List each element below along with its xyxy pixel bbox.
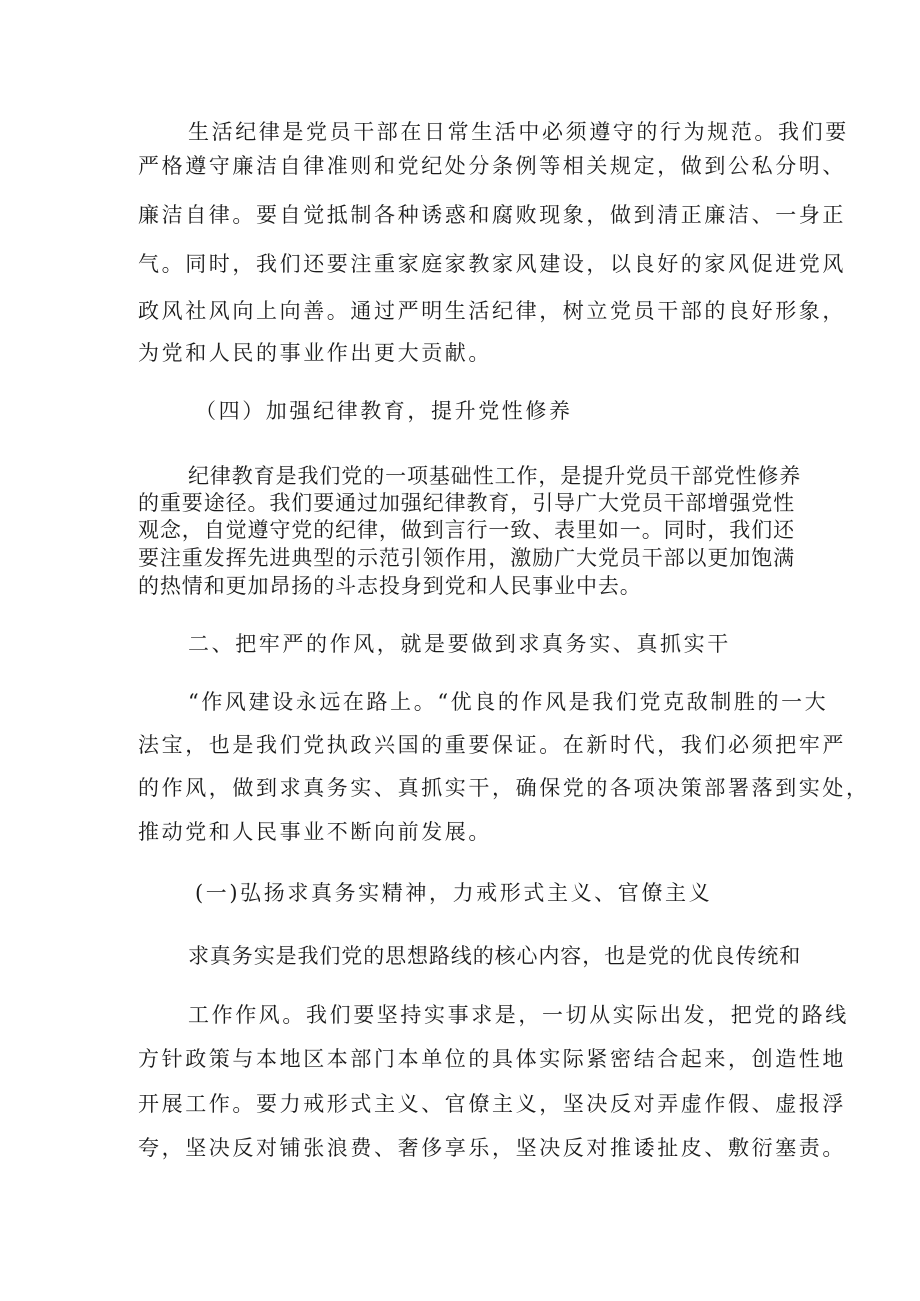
text-line: 推动党和人民事业不断向前发展。 xyxy=(138,820,492,844)
text-line: 政风社风向上向善。通过严明生活纪律，树立党员干部的良好形象， xyxy=(138,299,846,323)
heading-discipline-education: （四）加强纪律教育，提升党性修养 xyxy=(195,399,573,423)
text-line: 廉洁自律。要自觉抵制各种诱惑和腐败现象，做到清正廉洁、一身正 xyxy=(138,203,846,227)
text-line: 纪律教育是我们党的一项基础性工作，是提升党员干部党性修养 xyxy=(188,464,802,488)
text-line: 夸，坚决反对铺张浪费、奢侈享乐，坚决反对推诿扯皮、敷衍塞责。 xyxy=(138,1136,846,1160)
text-line: “作风建设永远在路上。“优良的作风是我们党克敌制胜的一大 xyxy=(188,690,829,714)
text-line: 开展工作。要力戒形式主义、官僚主义，坚决反对弄虚作假、虚报浮 xyxy=(138,1092,846,1116)
text-line: 法宝，也是我们党执政兴国的重要保证。在新时代，我们必须把牢严 xyxy=(138,733,846,757)
text-line: 生活纪律是党员干部在日常生活中必须遵守的行为规范。我们要 xyxy=(188,120,849,144)
text-line: 的重要途径。我们要通过加强纪律教育，引导广大党员干部增强党性 xyxy=(138,491,795,515)
text-line: 严格遵守廉洁自律准则和党纪处分条例等相关规定，做到公私分明、 xyxy=(138,154,846,178)
paragraph-seek-truth-intro: 求真务实是我们党的思想路线的核心内容，也是党的优良传统和 xyxy=(188,944,802,968)
text-line: 方针政策与本地区本部门本单位的具体实际紧密结合起来，创造性地 xyxy=(138,1047,846,1071)
text-line: 的热情和更加昂扬的斗志投身到党和人民事业中去。 xyxy=(138,574,642,598)
heading-work-style: 二、把牢严的作风，就是要做到求真务实、真抓实干 xyxy=(188,632,731,656)
text-line: 要注重发挥先进典型的示范引领作用，激励广大党员干部以更加饱满 xyxy=(138,546,795,570)
text-line: 观念，自觉遵守党的纪律，做到言行一致、表里如一。同时，我们还 xyxy=(138,518,795,542)
text-line: 的作风，做到求真务实、真抓实干，确保党的各项决策部署落到实处， xyxy=(138,776,870,800)
text-line: 为党和人民的事业作出更大贡献。 xyxy=(138,341,492,365)
text-line: 工作作风。我们要坚持实事求是，一切从实际出发，把党的路线 xyxy=(188,1003,849,1027)
heading-seek-truth: (一)弘扬求真务实精神，力戒形式主义、官僚主义 xyxy=(195,881,713,905)
text-line: 气。同时，我们还要注重家庭家教家风建设，以良好的家风促进党风 xyxy=(138,252,846,276)
